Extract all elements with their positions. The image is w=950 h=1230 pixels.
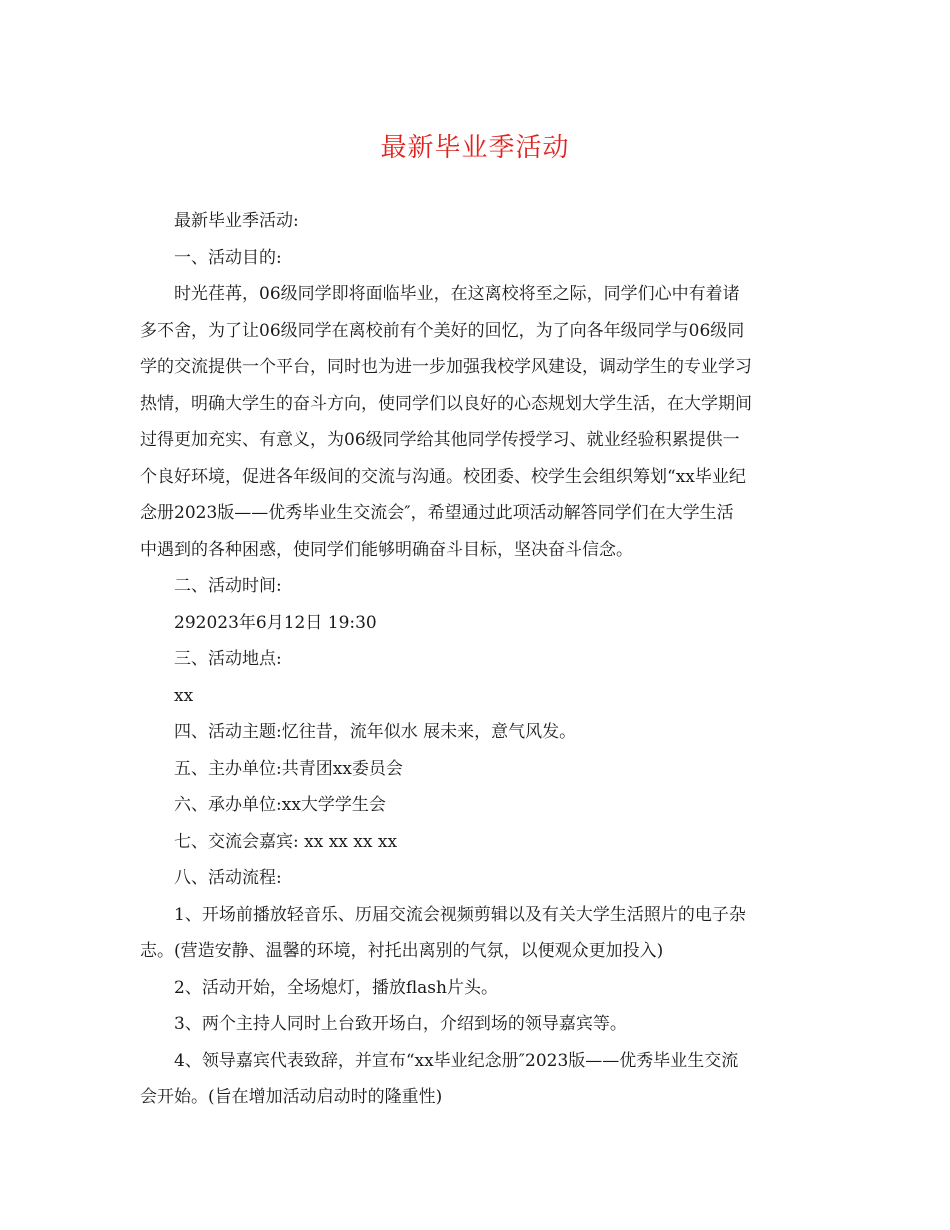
guests: 七、交流会嘉宾: xx xx xx xx	[174, 831, 398, 852]
document-title: 最新毕业季活动	[380, 133, 570, 163]
purpose-paragraph-line: 中遇到的各种困惑，使同学们能够明确奋斗目标，坚决奋斗信念。	[140, 539, 633, 560]
section-heading-process: 八、活动流程:	[174, 868, 282, 888]
purpose-paragraph-line: 多不舍，为了让06级同学在离校前有个美好的回忆，为了向各年级同学与06级同	[140, 320, 745, 341]
process-step-1-line: 志。(营造安静、温馨的环境，衬托出离别的气氛，以便观众更加投入)	[140, 941, 664, 961]
co-organizer: 六、承办单位:xx大学学生会	[174, 795, 386, 815]
process-step-2: 2、活动开始，全场熄灯，播放flash片头。	[174, 977, 498, 998]
process-step-4-line: 4、领导嘉宾代表致辞，并宣布“xx毕业纪念册″2023版——优秀毕业生交流	[174, 1050, 739, 1071]
purpose-paragraph-line: 学的交流提供一个平台，同时也为进一步加强我校学风建设，调动学生的专业学习	[140, 357, 752, 377]
process-step-1-line: 1、开场前播放轻音乐、历届交流会视频剪辑以及有关大学生活照片的电子杂	[174, 904, 746, 925]
purpose-paragraph-line: 个良好环境，促进各年级间的交流与沟通。校团委、校学生会组织筹划“xx毕业纪	[140, 466, 746, 487]
section-heading-time: 二、活动时间:	[174, 576, 282, 596]
process-step-4-line: 会开始。(旨在增加活动启动时的隆重性)	[140, 1087, 443, 1107]
event-time-value: 292023年6月12日 19:30	[174, 612, 377, 633]
document-body	[140, 203, 812, 1116]
section-heading-purpose: 一、活动目的:	[174, 247, 282, 268]
intro-line: 最新毕业季活动:	[174, 211, 299, 231]
event-location-value: xx	[174, 685, 194, 706]
section-heading-location: 三、活动地点:	[174, 649, 282, 669]
purpose-paragraph-line: 过得更加充实、有意义，为06级同学给其他同学传授学习、就业经验积累提供一	[140, 430, 740, 450]
purpose-paragraph-line: 念册2023版——优秀毕业生交流会″，希望通过此项活动解答同学们在大学生活	[140, 503, 734, 523]
purpose-paragraph-line: 时光荏苒，06级同学即将面临毕业，在这离校将至之际，同学们心中有着诸	[174, 284, 740, 304]
process-step-3: 3、两个主持人同时上台致开场白，介绍到场的领导嘉宾等。	[174, 1014, 627, 1034]
organizer: 五、主办单位:共青团xx委员会	[174, 758, 403, 779]
event-theme: 四、活动主题:忆往昔，流年似水 展未来，意气风发。	[174, 722, 577, 742]
purpose-paragraph-line: 热情，明确大学生的奋斗方向，使同学们以良好的心态规划大学生活，在大学期间	[140, 393, 752, 414]
